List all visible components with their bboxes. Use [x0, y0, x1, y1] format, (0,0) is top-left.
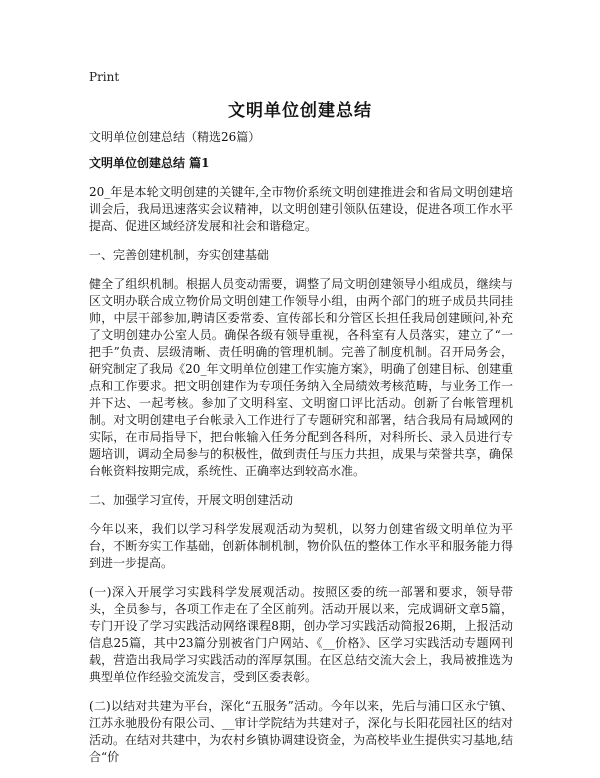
print-link[interactable]: Print [89, 70, 120, 84]
paragraph-item-1: (一)深入开展学习实践科学发展观活动。按照区委的统一部署和要求，领导带头，全员参与，各项工作走在了全区前列。活动开展以来，完成调研文章5篇，专门开设了学习实践活动网络课程8期，创办学习实践活动简报26期，上报活动信息25篇，其中23篇分别被省门户网站、《__价格》、区学习实践活动专题网刊载，营造出我局学习实践活动的浑厚氛围。在区总结交流大会上，我局被推选为典型单位作经验交流发言，受到区委表彰。 [89, 585, 513, 684]
paragraph-item-2: (二)以结对共建为平台，深化“五服务”活动。今年以来，先后与浦口区永宁镇、江苏永驰股份有限公司、__审计学院结为共建对子，深化与长阳花园社区的结对活动。在结对共建中，为农村乡镇协调建设资金，为高校毕业生提供实习基地,结合“价 [89, 699, 513, 764]
paragraph-study: 今年以来，我们以学习科学发展观活动为契机，以努力创建省级文明单位为平台，不断夯实工作基础，创新体制机制，物价队伍的整体工作水平和服务能力得到进一步提高。 [89, 522, 513, 570]
paragraph-mechanism: 健全了组织机制。根据人员变动需要，调整了局文明创建领导小组成员，继续与区文明办联合成立物价局文明创建工作领导小组，由两个部门的班子成员共同挂帅，中层干部参加,聘请区委常委、宣传部长和分管区长担任我局创建顾问,补充了文明创建办公室人员。确保各级有领导重视，各科室有人员落实，建立了“一把手”负责、层级清晰、责任明确的管理机制。完善了制度机制。召开局务会，研究制定了我局《20_年文明单位创建工作实施方案》，明确了创建目标、创建重点和工作要求。把文明创建作为专项任务纳入全局绩效考核范畴，与业务工作一并下达、一起考核。参加了文明科室、文明窗口评比活动。创新了台帐管理机制。对文明创建电子台帐录入工作进行了专题研究和部署，结合我局有局域网的实际，在市局指导下，把台帐输入任务分配到各科所，对科所长、录入员进行专题培训，调动全局参与的积极性，做到责任与压力共担，成果与荣誉共享，确保台帐资料按期完成，系统性、正确率达到较高水准。 [89, 277, 513, 478]
page-title: 文明单位创建总结 [228, 101, 372, 121]
document-body [89, 129, 513, 778]
section-title-2: 二、加强学习宣传，开展文明创建活动 [89, 493, 294, 507]
section-heading: 文明单位创建总结 篇1 [89, 156, 210, 170]
section-title-1: 一、完善创建机制，夯实创建基础 [89, 248, 270, 262]
document-subtitle: 文明单位创建总结（精选26篇） [89, 130, 261, 144]
paragraph-intro: 20_年是本轮文明创建的关键年,全市物价系统文明创建推进会和省局文明创建培训会后，我局迅速落实会议精神，以文明创建引领队伍建设，促进各项工作水平提高、促进区域经济发展和社会和谐稳定。 [89, 185, 513, 233]
